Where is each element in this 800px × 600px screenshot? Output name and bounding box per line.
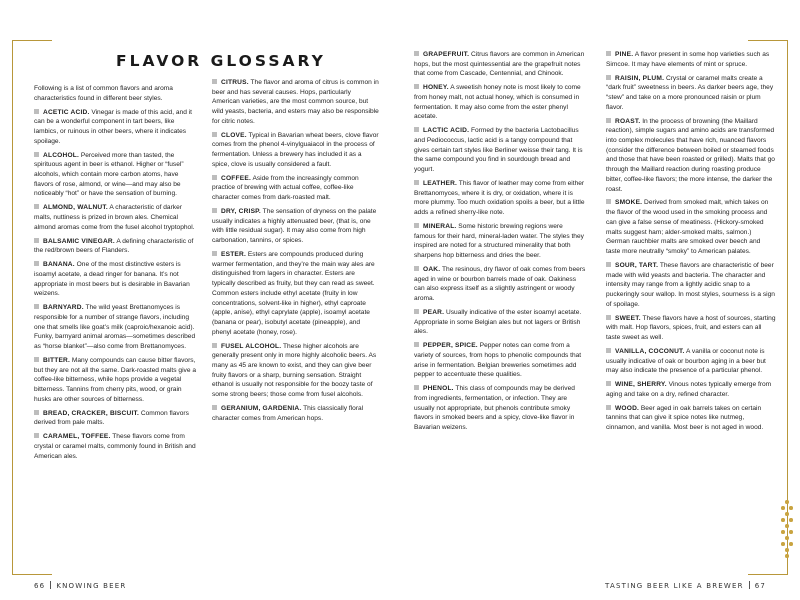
glossary-entry	[414, 50, 586, 79]
glossary-entry	[34, 203, 199, 232]
bullet-square-icon	[414, 51, 419, 56]
right-page-number: 67	[754, 582, 766, 590]
glossary-definition: Vinous notes typically emerge from aging and take on a dry, refined character.	[606, 381, 772, 398]
page-title: FLAVOR GLOSSARY	[116, 52, 326, 70]
glossary-term: ESTER.	[221, 251, 247, 258]
bullet-square-icon	[414, 223, 419, 228]
bullet-square-icon	[212, 208, 217, 213]
ornament-dot	[785, 536, 789, 540]
bullet-square-icon	[606, 405, 611, 410]
glossary-definition: One of the most distinctive esters is isoamyl acetate, a dead ringer for banana. It’s not appropriate in most beers but is desirable in Bavarian weizens.	[34, 261, 190, 298]
glossary-definition: A defining characteristic of the red/brown beers of Flanders.	[34, 237, 194, 255]
glossary-entry	[606, 314, 776, 343]
left-footer	[34, 581, 126, 590]
glossary-entry	[34, 432, 199, 461]
glossary-definition: Pepper notes can come from a variety of sources, from hops to phenolic compounds that arise in fermentation. Belgian breweries sometimes add pepper to accentuate these qualities.	[414, 342, 582, 379]
bullet-square-icon	[414, 127, 419, 132]
glossary-entry	[606, 198, 776, 256]
glossary-term: BALSAMIC VINEGAR.	[43, 237, 115, 245]
glossary-definition: Crystal or caramel malts create a “dark fruit” sweetness in beers. As darker beers age, they “stew” and take on a more pronounced raisin or plum flavor.	[606, 74, 774, 111]
glossary-term: BITTER.	[43, 356, 71, 364]
glossary-definition: Usually indicative of the ester isoamyl acetate. Appropriate in some Belgian ales but not lagers or British ales.	[414, 309, 582, 336]
glossary-entry	[414, 222, 586, 261]
glossary-term: PEPPER, SPICE.	[423, 342, 478, 350]
bullet-square-icon	[212, 405, 217, 410]
ornament-dot	[785, 548, 789, 552]
ornament-dot	[789, 530, 793, 534]
glossary-term: CARAMEL, TOFFEE.	[43, 433, 111, 441]
ornament-dot	[789, 518, 793, 522]
bullet-square-icon	[606, 75, 611, 80]
glossary-definition: These flavors are characteristic of beer made with wild yeasts and bacteria. The character and intensity may range from a lightly acidic snap to a puckeringly sour wallop. In most styles, sourness is a sign of spoilage.	[606, 261, 775, 308]
glossary-entry	[606, 380, 776, 399]
glossary-entry	[34, 108, 199, 147]
glossary-term: HONEY.	[423, 84, 449, 92]
glossary-entry	[606, 347, 776, 376]
bullet-square-icon	[212, 132, 217, 137]
glossary-definition: Typical in Bavarian wheat beers, clove flavor comes from the phenol 4-vinylguaiacol in the process of fermentation. Unless a brewery has included it as a spice, clove is usually considered a fault.	[212, 131, 379, 168]
bullet-square-icon	[606, 381, 611, 386]
glossary-term: GRAPEFRUIT.	[423, 51, 470, 58]
glossary-term: ACETIC ACID.	[43, 108, 90, 116]
glossary-definition: The wild yeast Brettanomyces is responsible for a number of strange flavors, including one that smells like goat’s milk (caproic/hexanoic acid). Funky, barnyard animal aromas—sometimes described as “horse blanket”—also come from Brettanomyces.	[34, 304, 196, 350]
glossary-definition: These flavors come from crystal or caramel malts, commonly found in British and American ales.	[34, 433, 196, 460]
ornament-dot	[785, 554, 789, 558]
glossary-term: OAK.	[423, 266, 441, 273]
bullet-square-icon	[606, 315, 611, 320]
glossary-definition: Perceived more than tasted, the spirituous agent in beer is ethanol. Higher or “fusel” alcohols, which contain more carbon atoms, have flavors of rose, almond, or wine—and may also be noticeably “hot” or have the sensation of burning.	[34, 151, 184, 198]
ornament-dot	[781, 530, 785, 534]
ornament-dot	[781, 506, 785, 510]
glossary-term: ROAST.	[615, 117, 641, 125]
glossary-term: PINE.	[615, 51, 634, 58]
glossary-definition: Derived from smoked malt, which takes on the flavor of the wood used in the smoking process and can give a false sense of meatiness. (Hickory-smoked malts suggest ham; alder-smoked malts, salmon.) German rauchbier malts are smoked over beech and taste more neutrally “smoky” to American palates.	[606, 199, 769, 255]
bullet-square-icon	[414, 342, 419, 347]
glossary-term: DRY, CRISP.	[221, 208, 261, 215]
bullet-square-icon	[34, 261, 39, 266]
glossary-term: BREAD, CRACKER, BISCUIT.	[43, 409, 140, 417]
right-column-1	[414, 50, 586, 437]
bullet-square-icon	[34, 109, 39, 114]
glossary-definition: Citrus flavors are common in American hops, but the most quintessential are the grapefruit notes that come from Cascade, Centennial, and Chinook.	[414, 51, 585, 78]
glossary-definition: The flavor and aroma of citrus is common in beer and has several causes. Hops, particularly American varieties, are the most common source, but wild yeasts, bacteria, and esters may also be responsible for citric notes.	[212, 79, 379, 125]
glossary-definition: A flavor present in some hop varieties such as Simcoe. It may have elements of mint or spruce.	[606, 51, 770, 68]
glossary-term: LACTIC ACID.	[423, 127, 470, 135]
glossary-entry	[414, 126, 586, 175]
glossary-entry	[212, 131, 380, 170]
glossary-definition: Vinegar is made of this acid, and it can be a wonderful component in tart beers, like lambics, or ruinous in other beers, where it indicates spoilage.	[34, 108, 192, 145]
bullet-square-icon	[34, 204, 39, 209]
glossary-entry	[606, 117, 776, 195]
glossary-definition: Beer aged in oak barrels takes on certain tannins that can give it spice notes like nutmeg, cinnamon, and vanilla. Most beer is not aged in wood.	[606, 404, 764, 432]
glossary-definition: These flavors have a host of sources, starting with malt. Hop flavors, spices, fruit, and esters can all taste sweet as well.	[606, 314, 776, 341]
glossary-definition: This classically floral character comes from American hops.	[212, 404, 364, 422]
glossary-definition: In the process of browning (the Maillard reaction), simple sugars and amino acids are transformed into complex molecules that have rich, nuanced flavors (consider the difference between boiled or steamed foods and those that have been roasted or grilled). Malts that go through the Maillard reaction during roasting produce bitter, coffee-like flavors; the more intense, the darker the roast.	[606, 117, 775, 193]
intro-paragraph: Following is a list of common flavors and aroma characteristics found in different beer styles.	[34, 85, 173, 102]
glossary-term: WINE, SHERRY.	[615, 381, 667, 389]
glossary-entry	[34, 356, 199, 405]
glossary-term: PHENOL.	[423, 385, 454, 393]
glossary-term: BARNYARD.	[43, 304, 84, 312]
left-column-2	[212, 78, 380, 428]
ornament-dot	[781, 542, 785, 546]
glossary-term: MINERAL.	[423, 223, 457, 230]
glossary-definition: Aside from the increasingly common practice of brewing with actual coffee, coffee-like character comes from dark-roasted malt.	[212, 174, 359, 202]
glossary-definition: The sensation of dryness on the palate usually indicates a highly attenuated beer, (that is, one with little residual sugar). It may also come from high carbonation, tannins, or spices.	[212, 208, 377, 245]
glossary-definition: A sweetish honey note is most likely to come from honey malt, not actual honey, which is consumed in fermentation. It may also come from the ester phenyl acetate.	[414, 84, 581, 121]
glossary-entry	[34, 303, 199, 352]
left-page-number: 66	[34, 582, 46, 590]
right-footer	[605, 581, 766, 590]
glossary-definition: Esters are compounds produced during warmer fermentation, and they’re the main way ales are distinguished from lagers in character. Esters are typically described as fruity, but they can read as sweet. Common esters include ethyl acetate (fruity in low concentrations, solvent-like in higher), ethyl caproate (apple, anise), ethyl caprylate (apple), isoamyl acetate (banana or pear), isobutyl acetate (pineapple), and phenyl acetate (honey, rose).	[212, 251, 375, 336]
glossary-definition: This class of compounds may be derived from ingredients, fermentation, or infection. They are usually not appropriate, but phenols contribute smoky flavors in smoked beers and a spicy, clove-like flavor in Bavarian weizens.	[414, 385, 575, 432]
glossary-entry	[414, 83, 586, 122]
glossary-entry	[212, 250, 380, 337]
glossary-term: SWEET.	[615, 314, 641, 322]
glossary-term: ALCOHOL.	[43, 151, 80, 159]
glossary-entry	[606, 261, 776, 310]
glossary-definition: Formed by the bacteria Lactobacillus and Pediococcus, lactic acid is a tangy compound that gives certain tart styles like Berliner weisse their tang. It is the same compound you find in sourdough bread and yogurt.	[414, 127, 583, 174]
bullet-square-icon	[414, 309, 419, 314]
glossary-entry	[606, 50, 776, 69]
glossary-term: BANANA.	[43, 261, 75, 269]
bullet-square-icon	[414, 180, 419, 185]
glossary-entry	[414, 265, 586, 304]
glossary-term: COFFEE.	[221, 174, 251, 182]
glossary-entry	[34, 237, 199, 256]
glossary-entry	[414, 341, 586, 380]
glossary-term: CITRUS.	[221, 79, 249, 86]
bullet-square-icon	[34, 410, 39, 415]
bullet-square-icon	[212, 343, 217, 348]
glossary-definition: A characteristic of darker malts, nuttiness is prized in brown ales. Chemical almond aromas come from the fusel alcohol tryptophol.	[34, 204, 195, 231]
glossary-definition: A vanilla or coconut note is usually indicative of oak or bourbon aging in a beer but may also indicate the presence of a particular phenol.	[606, 347, 766, 375]
glossary-term: PEAR.	[423, 309, 445, 316]
glossary-entry	[414, 179, 586, 218]
glossary-entry	[34, 409, 199, 428]
gold-dot-ornament	[781, 500, 793, 558]
bullet-square-icon	[212, 79, 217, 84]
ornament-dot	[789, 542, 793, 546]
bullet-square-icon	[414, 84, 419, 89]
glossary-definition: This flavor of leather may come from either Brettanomyces, where it is dry, or oxidation, where it is more plummy. Too much oxidation spoils a beer, but a little adds a refined sherry-like note.	[414, 180, 585, 217]
glossary-term: GERANIUM, GARDENIA.	[221, 404, 302, 412]
bullet-square-icon	[414, 266, 419, 271]
bullet-square-icon	[34, 238, 39, 243]
glossary-term: FUSEL ALCOHOL.	[221, 342, 282, 350]
glossary-term: ALMOND, WALNUT.	[43, 204, 108, 212]
glossary-term: SMOKE.	[615, 199, 643, 207]
glossary-entry	[212, 207, 380, 246]
ornament-dot	[781, 518, 785, 522]
bullet-square-icon	[34, 433, 39, 438]
glossary-entry	[606, 74, 776, 113]
glossary-entry	[212, 342, 380, 400]
left-column-1	[34, 84, 199, 465]
bullet-square-icon	[212, 175, 217, 180]
right-page	[400, 0, 800, 600]
bullet-square-icon	[606, 262, 611, 267]
glossary-entry	[414, 384, 586, 433]
glossary-definition: The resinous, dry flavor of oak comes from beers aged in wine or bourbon barrels made of oak. Oakiness can also express itself as a slightly astringent or woody aroma.	[414, 266, 586, 303]
glossary-entry	[212, 78, 380, 127]
right-column-2	[606, 50, 776, 437]
glossary-term: CLOVE.	[221, 131, 247, 139]
glossary-definition: These higher alcohols are generally present only in more highly alcoholic beers. As many as 45 are known to exist, and they can give beer fruity flavors or a sharp, burning sensation. Straight ethanol is usually not responsible for the boozy taste of some strong beers; those come from fusel alcohols.	[212, 342, 377, 399]
bullet-square-icon	[606, 118, 611, 123]
ornament-dot	[785, 500, 789, 504]
glossary-entry	[212, 174, 380, 203]
glossary-term: SOUR, TART.	[615, 261, 659, 269]
ornament-dot	[785, 512, 789, 516]
glossary-term: WOOD.	[615, 404, 640, 412]
bullet-square-icon	[34, 304, 39, 309]
glossary-entry	[34, 260, 199, 299]
bullet-square-icon	[34, 152, 39, 157]
glossary-entry	[414, 308, 586, 337]
bullet-square-icon	[34, 357, 39, 362]
glossary-entry	[34, 151, 199, 200]
bullet-square-icon	[212, 251, 217, 256]
glossary-definition: Many compounds can cause bitter flavors, but they are not all the same. Dark-roasted malts give a coffee-like bitterness, while hops provide a vegetal bitterness. Tannins from cherry pits, wood, or grain husks are other sources of bitterness.	[34, 356, 196, 403]
glossary-term: LEATHER.	[423, 180, 458, 187]
bullet-square-icon	[606, 51, 611, 56]
left-running-head: KNOWING BEER	[56, 582, 127, 590]
ornament-dot	[785, 524, 789, 528]
bullet-square-icon	[606, 199, 611, 204]
bullet-square-icon	[606, 348, 611, 353]
glossary-definition: Common flavors derived from pale malts.	[34, 409, 189, 427]
glossary-term: VANILLA, COCONUT.	[615, 347, 685, 355]
glossary-term: RAISIN, PLUM.	[615, 74, 665, 82]
glossary-entry	[212, 404, 380, 423]
ornament-dot	[789, 506, 793, 510]
glossary-definition: Some historic brewing regions were famous for their hard, mineral-laden water. The styles they inspired are noted for a structured minerality that both sharpens hop bitterness and dries the beer.	[414, 223, 584, 260]
right-running-head: TASTING BEER LIKE A BREWER	[605, 582, 744, 590]
bullet-square-icon	[414, 385, 419, 390]
glossary-entry	[606, 404, 776, 433]
